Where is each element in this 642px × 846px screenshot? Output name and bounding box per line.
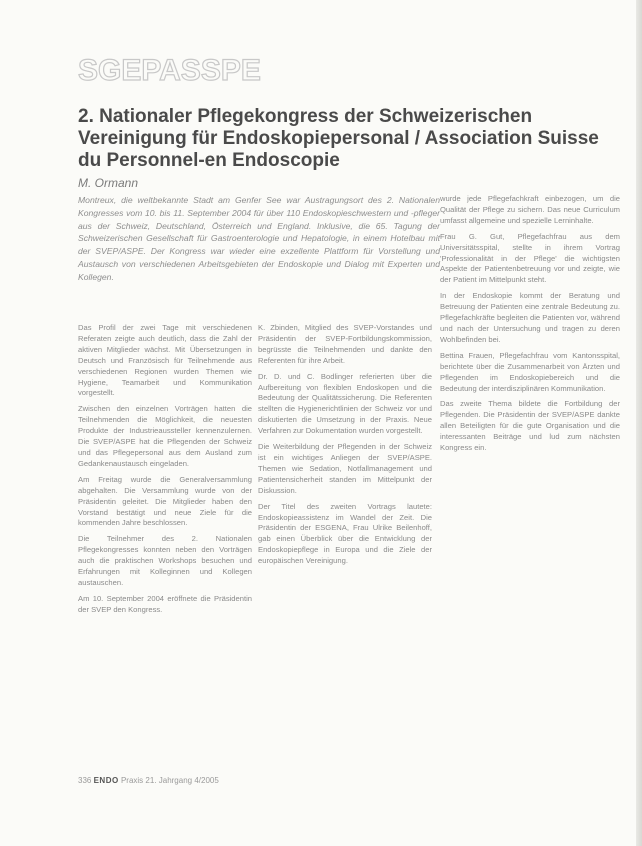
paragraph: Am Freitag wurde die Generalversammlung abgehalten. Die Versammlung wurde von der Präsidentin geleitet. Die Mitglieder haben den Vorstand bestätigt und neue Ziele für die kommenden Jahre beschlossen. xyxy=(78,474,252,528)
article-title: 2. Nationaler Pflegekongress der Schweizerischen Vereinigung für Endoskopiepersonal / Association Suisse du Personnel-en Endoscopie xyxy=(78,106,599,171)
paragraph: Das Profil der zwei Tage mit verschiedenen Referaten zeigte auch deutlich, dass die Zahl der aktiven Mitglieder wächst. Mit Übersetzungen in Deutsch und Französisch für Teilnehmende aus verschiedenen Regionen wurden Themen wie Hygiene, Teamarbeit und Kommunikation vorgestellt. xyxy=(78,323,252,398)
page-edge-shadow xyxy=(636,0,642,846)
body-column-2 xyxy=(258,323,432,572)
logo-text: SGEPASSPE xyxy=(78,54,261,87)
paragraph: Frau G. Gut, Pflegefachfrau aus dem Universitätsspital, stellte in ihrem Vortrag 'Professionalität in der Pflege' die wichtigsten Aspekte der Patientenbetreuung vor und zeigte, wie der Patient im Mittelpunkt steht. xyxy=(440,231,620,285)
article-author: M. Ormann xyxy=(78,176,139,190)
paragraph: wurde jede Pflegefachkraft einbezogen, um die Qualität der Pflege zu sichern. Das neue Curriculum umfasst allgemeine und spezielle Lerninhalte. xyxy=(440,194,620,225)
paragraph: Die Weiterbildung der Pflegenden in der Schweiz ist ein wichtiges Anliegen der SVEP/ASPE. Themen wie Sedation, Notfallmanagement und Patientensicherheit standen im Mittelpunkt der Diskussion. xyxy=(258,442,432,495)
paragraph: Das zweite Thema bildete die Fortbildung der Pflegenden. Die Präsidentin der SVEP/ASPE dankte allen Beteiligten für die gute Organisation und die interessanten Beiträge und lud zum nächsten Kongress ein. xyxy=(440,399,620,453)
svep-logo xyxy=(78,52,261,87)
page-number: 336 xyxy=(78,776,92,785)
body-column-1 xyxy=(78,323,252,621)
article-intro: Montreux, die weltbekannte Stadt am Genfer See war Austragungsort des 2. Nationalen Kongresses vom 10. bis 11. September 2004 für über 110 Endoskopieschwestern und -pfleger aus der Schweiz, Deutschland, Österreich und England. Inklusive, die 65. Tagung der Schweizerischen Gesellschaft für Gastroenterologie und Hepatologie, in einem Hotelbau mit der SVEP/ASPE. Der Kongress war wieder eine exzellente Plattform für Vorstellung und Austausch von verschiedenen Arbeitsgebieten der Endoskopie und Dialog mit Experten und Kollegen. xyxy=(78,195,440,282)
paragraph: K. Zbinden, Mitglied des SVEP-Vorstandes und Präsidentin der SVEP-Fortbildungskommission, begrüsste die Teilnehmenden und dankte den Referenten für ihre Arbeit. xyxy=(258,323,432,365)
paragraph: Bettina Frauen, Pflegefachfrau vom Kantonsspital, berichtete über die Zusammenarbeit von Ärzten und Pflegenden im Endoskopiebereich und die Bedeutung der interdisziplinären Kommunikation. xyxy=(440,350,620,393)
journal-name: ENDO xyxy=(93,776,119,785)
paragraph: Die Teilnehmer des 2. Nationalen Pflegekongresses konnten neben den Vorträgen auch die praktischen Workshops besuchen und Erfahrungen mit Kolleginnen und Kollegen austauschen. xyxy=(78,534,252,587)
paragraph: Dr. D. und C. Bodlinger referierten über die Aufbereitung von flexiblen Endoskopen und die Bedeutung der Qualitätssicherung. Die Referenten stellten die Hygienerichtlinien der Schweiz vor und diskutierten die Umsetzung in der Praxis. Neue Verfahren zur Dokumentation wurden vorgestellt. xyxy=(258,371,432,436)
page-footer xyxy=(78,776,219,785)
paragraph: In der Endoskopie kommt der Beratung und Betreuung der Patienten eine zentrale Bedeutung zu. Pflegefachkräfte begleiten die Patienten vor, während und nach der Untersuchung und tragen zu deren Wohlbefinden bei. xyxy=(440,291,620,344)
journal-issue: Praxis 21. Jahrgang 4/2005 xyxy=(120,776,219,785)
paragraph: Am 10. September 2004 eröffnete die Präsidentin der SVEP den Kongress. xyxy=(78,593,252,614)
body-column-3 xyxy=(440,194,620,459)
paragraph: Der Titel des zweiten Vortrags lautete: Endoskopieassistenz im Wandel der Zeit. Die Präsidentin der ESGENA, Frau Ulrike Beilenhoff, gab einen Überblick über die Entwicklung der Endoskopiepflege in Europa und die Ziele der europäischen Vereinigung. xyxy=(258,501,432,566)
paragraph: Zwischen den einzelnen Vorträgen hatten die Teilnehmenden die Möglichkeit, die neuesten Produkte der Industrieaussteller kennenzulernen. Die SVEP/ASPE hat die Pflegenden der Schweiz und das Pflegepersonal aus dem Ausland zum Gedankenaustausch eingeladen. xyxy=(78,404,252,468)
